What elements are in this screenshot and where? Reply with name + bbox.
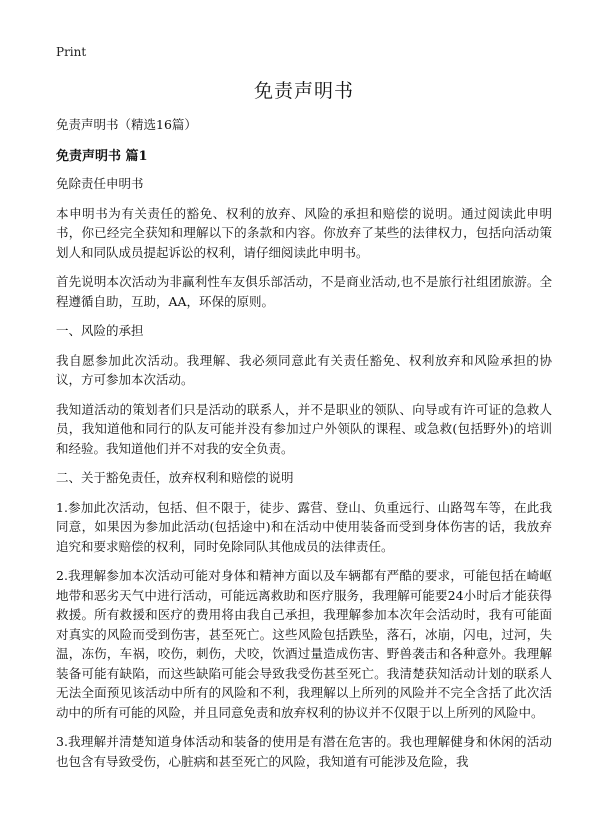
document-title: 免责声明书 bbox=[253, 80, 354, 102]
document-body bbox=[56, 76, 552, 781]
paragraph: 3.我理解并清楚知道身体活动和装备的使用是有潜在危害的。我也理解健身和休闲的活动也包含有导致受伤，心脏病和甚至死亡的风险，我知道有可能涉及危险，我 bbox=[56, 734, 552, 769]
section-heading: 二、关于豁免责任，放弃权利和赔偿的说明 bbox=[56, 470, 294, 485]
paragraph: 我自愿参加此次活动。我理解、我必须同意此有关责任豁免、权利放弃和风险承担的协议，方可参加本次活动。 bbox=[56, 352, 552, 387]
paragraph: 1.参加此次活动，包括、但不限于，徒步、露营、登山、负重远行、山路驾车等，在此我同意，如果因为参加此活动(包括途中)和在活动中使用装备而受到身体伤害的话，我放弃追究和要求赔偿的权利，同时免除同队其他成员的法律责任。 bbox=[56, 499, 552, 554]
section-heading: 一、风险的承担 bbox=[56, 323, 144, 338]
doc-heading: 免除责任申明书 bbox=[56, 176, 144, 191]
print-label[interactable]: Print bbox=[56, 45, 87, 59]
paragraph: 我知道活动的策划者们只是活动的联系人，并不是职业的领队、向导或有许可证的急救人员，我知道他和同行的队友可能并没有参加过户外领队的课程、或急救(包括野外)的培训和经验。我知道他们并不对我的安全负责。 bbox=[56, 401, 552, 456]
document-subtitle: 免责声明书（精选16篇） bbox=[56, 117, 197, 132]
paragraph: 2.我理解参加本次活动可能对身体和精神方面以及车辆都有严酷的要求，可能包括在崎岖地带和恶劣天气中进行活动，可能远离救助和医疗服务，我理解可能要24小时后才能获得救援。所有救援和医疗的费用将由我自己承担，我理解参加本次年会活动时，我有可能面对真实的风险而受到伤害，甚至死亡。这些风险包括跌坠，落石，冰崩，闪电，过河，失温，冻伤，车祸，咬伤，刺伤，犬咬，饮酒过量造成伤害、野兽袭击和各种意外。我理解装备可能有缺陷，而这些缺陷可能会导致我受伤甚至死亡。我清楚获知活动计划的联系人无法全面预见该活动中所有的风险和不利，我理解以上所列的风险并不完全含括了此次活动中的所有可能的风险，并且同意免责和放弃权利的协议并不仅限于以上所列的风险中。 bbox=[56, 568, 552, 720]
section-title: 免责声明书 篇1 bbox=[56, 149, 148, 164]
paragraph: 首先说明本次活动为非赢利性车友俱乐部活动，不是商业活动,也不是旅行社组团旅游。全程遵循自助，互助，AA，环保的原则。 bbox=[56, 274, 552, 309]
paragraph: 本申明书为有关责任的豁免、权利的放弃、风险的承担和赔偿的说明。通过阅读此申明书，你已经完全获知和理解以下的条款和内容。你放弃了某些的法律权力，包括向活动策划人和同队成员提起诉讼的权利，请仔细阅读此申明书。 bbox=[56, 205, 552, 260]
